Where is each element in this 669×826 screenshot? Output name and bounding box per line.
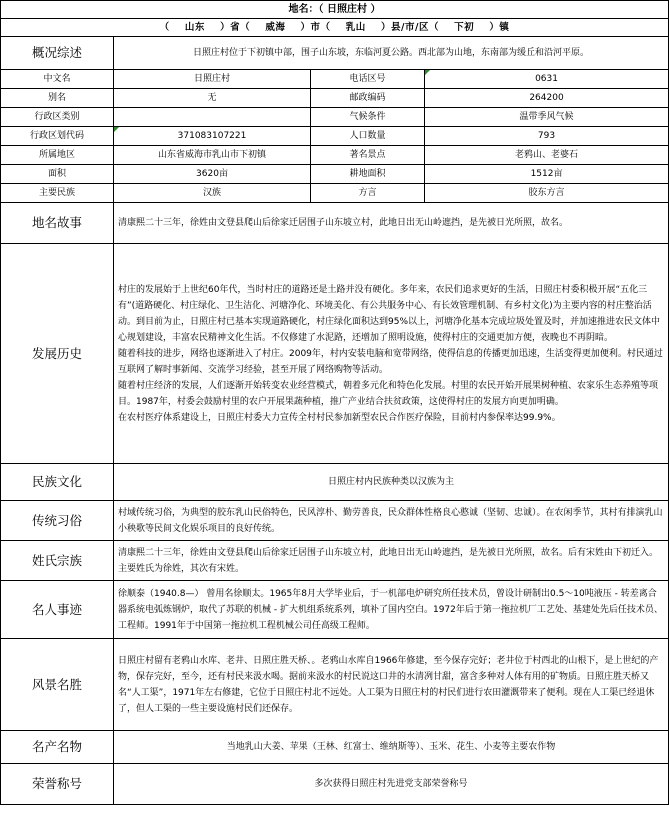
page-title: 地名：（ 日照庄村 ） [1, 1, 669, 19]
customs-label: 传统习俗 [1, 501, 114, 541]
ethnic-label: 民族文化 [1, 464, 114, 501]
history-paragraph: 随着科技的进步，网络也逐渐进入了村庄。2009年，村内安装电脑和宽带网络，使得信息的传播更加迅速，生活变得更加便利。村民通过互联网了解时事新闻、交流学习经验，甚至开展了网络购物等活动。 [118, 348, 663, 375]
info-key: 著名景点 [311, 146, 425, 165]
info-key: 别名 [1, 89, 114, 108]
story-text: 清康熙二十三年，徐姓由文登县爬山后徐家迁居围子山东坡立村，此地日出无山岭遮挡，是先被日光所照，故名。 [114, 203, 669, 244]
info-key: 主要民族 [1, 184, 114, 203]
info-key: 所属地区 [1, 146, 114, 165]
info-value: 胶东方言 [425, 184, 669, 203]
info-key: 中文名 [1, 70, 114, 89]
info-row [1, 70, 669, 89]
info-value: 老鸦山、老婆石 [425, 146, 669, 165]
ethnic-text: 日照庄村内民族种类以汉族为主 [114, 464, 669, 501]
info-key: 气候条件 [311, 108, 425, 127]
address-line: （ 山东 ）省（ 威海 ）市（ 乳山 ）县/市/区（ 下初 ）镇 [1, 19, 669, 37]
history-paragraph: 随着村庄经济的发展，人们逐渐开始转变农业经营模式，朝着多元化和特色化发展。村里的农民开始开展果树种植、农家乐生态养殖等项目。1987年，村委会鼓励村里的农户开展果蔬种植，推广产业结合扶贫政策，这使得村庄的发展方向更加明确。 [118, 380, 659, 407]
scenery-text: 日照庄村留有老鸦山水库、老井、日照庄胜天桥、。老鸦山水库自1966年修建，至今保存完好；老井位于村西北的山根下，是上世纪的产物，保存完好，至今，还有村民来汲水喝。据前来汲水的村民说这口井的水清冽甘甜，富含多种对人体有用的矿物质。日照庄胜天桥又名“人工渠”，1971年左右修建，它位于日照庄村北不远处。人工渠为日照庄村的村民们进行农田灌溉带来了便利。现在人工渠已经退休了，但人工渠的一些主要设施村民们还保存。 [114, 639, 669, 731]
customs-text: 村域传统习俗，为典型的胶东乳山民俗特色，民风淳朴、勤劳善良，民众群体性格良心憨诚（坚韧、忠诚）。在农闲季节，其村有排演乳山小秧歌等民间文化娱乐项目的良好传统。 [114, 501, 669, 541]
info-value: 793 [425, 127, 669, 146]
info-key: 方言 [311, 184, 425, 203]
info-value [114, 108, 311, 127]
info-row [1, 108, 669, 127]
info-value: 山东省威海市乳山市下初镇 [114, 146, 311, 165]
overview-label: 概况综述 [1, 37, 114, 70]
products-text: 当地乳山大姜、苹果（王林、红富士、维纳斯等）、玉米、花生、小麦等主要农作物 [114, 731, 669, 764]
info-row [1, 146, 669, 165]
history-text [114, 244, 669, 464]
scenery-label: 风景名胜 [1, 639, 114, 731]
info-key: 耕地面积 [311, 165, 425, 184]
people-text: 徐顺泰（1940.8—） 曾用名徐顺太。1965年8月大学毕业后，于一机部电炉研究所任技术员，曾设计研制出0.5～10吨液压 - 转差离合器系统电弧炼钢炉，取代了苏联的机械 - 扩大机组系统系列，填补了国内空白。1972年后于第一拖拉机厂工艺处、基建处先后任技术员、工程师。1991年于中国第一拖拉机工程机械公司任高级工程师。 [114, 581, 669, 639]
people-label: 名人事迹 [1, 581, 114, 639]
info-value: 3620亩 [114, 165, 311, 184]
info-row [1, 184, 669, 203]
info-key: 面积 [1, 165, 114, 184]
info-value: 温带季风气候 [425, 108, 669, 127]
info-row [1, 165, 669, 184]
honors-label: 荣誉称号 [1, 764, 114, 805]
info-value: 264200 [425, 89, 669, 108]
info-key: 行政区类别 [1, 108, 114, 127]
clan-text: 清康熙二十三年，徐姓由文登县爬山后徐家迁居围子山东坡立村，此地日出无山岭遮挡，是先被日光所照，故名。后有宋姓由下初迁入。主要姓氏为徐姓，其次有宋姓。 [114, 541, 669, 581]
overview-text: 日照庄村位于下初镇中部，围子山东坡，东临河夏公路。西北部为山地，东南部为缓丘和沿河平原。 [114, 37, 669, 70]
history-paragraph: 村庄的发展始于上世纪60年代，当时村庄的道路还是土路并没有硬化。多年来，农民们追求更好的生活，日照庄村委积极开展“五化三有”(道路硬化、村庄绿化、卫生洁化、河塘净化、环境美化、有公共服务中心、有长效管理机制、有乡村文化)为主要内容的村庄整治活动。到目前为止，日照庄村已基本实现道路硬化，村庄绿化面积达到95%以上，河塘净化基本完成垃圾处置及时，并加速推进农民文体中心规划建设，丰富农民精神文化生活。不仅修建了水泥路，还增加了照明设施，使得村庄的交通更加方便，夜晚也不再阴暗。 [118, 284, 661, 343]
story-label: 地名故事 [1, 203, 114, 244]
info-key: 电话区号 [311, 70, 425, 89]
info-key: 行政区划代码 [1, 127, 114, 146]
history-paragraph: 在农村医疗体系建设上，日照庄村委大力宣传全村村民参加新型农民合作医疗保险，目前村内参保率达99.9%。 [118, 412, 561, 423]
clan-label: 姓氏宗族 [1, 541, 114, 581]
history-label: 发展历史 [1, 244, 114, 464]
products-label: 名产名物 [1, 731, 114, 764]
info-value: 日照庄村 [114, 70, 311, 89]
honors-text: 多次获得日照庄村先进党支部荣誉称号 [114, 764, 669, 805]
info-value: 371083107221 [114, 127, 311, 146]
info-value: 无 [114, 89, 311, 108]
info-value: 0631 [425, 70, 669, 89]
info-key: 邮政编码 [311, 89, 425, 108]
info-value: 1512亩 [425, 165, 669, 184]
info-row [1, 89, 669, 108]
info-value: 汉族 [114, 184, 311, 203]
info-row [1, 127, 669, 146]
info-key: 人口数量 [311, 127, 425, 146]
